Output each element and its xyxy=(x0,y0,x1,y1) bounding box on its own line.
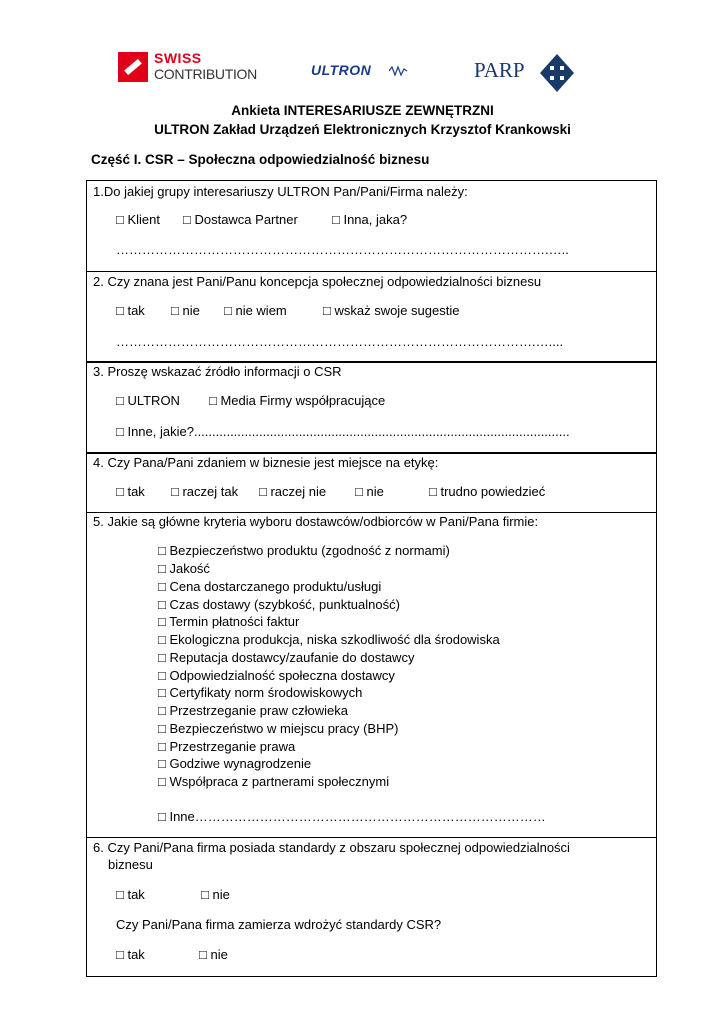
survey-title: Ankieta INTERESARIUSZE ZEWNĘTRZNI xyxy=(231,103,494,118)
q1-option-klient[interactable]: □ Klient xyxy=(116,212,160,227)
question-5-text: 5. Jakie są główne kryteria wyboru dostawców/odbiorców w Pani/Pana firmie: xyxy=(93,514,539,529)
q5-option[interactable]: □ Reputacja dostawcy/zaufanie do dostawcy xyxy=(158,650,415,665)
q2-option-sugestie[interactable]: □ wskaż swoje sugestie xyxy=(323,303,460,318)
q5-option[interactable]: □ Ekologiczna produkcja, niska szkodliwość dla środowiska xyxy=(158,632,500,647)
swiss-logo-line2: CONTRIBUTION xyxy=(154,66,257,82)
q6-sub-option-tak[interactable]: □ tak xyxy=(116,947,145,962)
q6-option-nie[interactable]: □ nie xyxy=(201,887,230,902)
swiss-square-icon xyxy=(118,52,148,82)
q4-option-trudno[interactable]: □ trudno powiedzieć xyxy=(429,484,546,499)
q5-option[interactable]: □ Jakość xyxy=(158,561,210,576)
q6-sub-option-nie[interactable]: □ nie xyxy=(199,947,228,962)
q5-option[interactable]: □ Bezpieczeństwo w miejscu pracy (BHP) xyxy=(158,721,399,736)
ultron-logo xyxy=(311,62,411,82)
question-6-text: 6. Czy Pani/Pana firma posiada standardy z obszaru społecznej odpowiedzialności xyxy=(93,840,570,855)
q5-option[interactable]: □ Cena dostarczanego produktu/usługi xyxy=(158,579,382,594)
q5-option[interactable]: □ Certyfikaty norm środowiskowych xyxy=(158,685,363,700)
question-6-text-cont: biznesu xyxy=(108,857,153,872)
q5-option[interactable]: □ Współpraca z partnerami społecznymi xyxy=(158,774,390,789)
q5-option[interactable]: □ Odpowiedzialność społeczna dostawcy xyxy=(158,668,395,683)
swiss-contribution-logo xyxy=(118,52,260,84)
company-title: ULTRON Zakład Urządzeń Elektronicznych Krzysztof Krankowski xyxy=(154,122,571,137)
q3-option-ultron[interactable]: □ ULTRON xyxy=(116,393,180,408)
q5-option[interactable]: □ Przestrzeganie prawa xyxy=(158,739,296,754)
part-title: Część I. CSR – Społeczna odpowiedzialność biznesu xyxy=(91,152,430,167)
q4-option-raczej-nie[interactable]: □ raczej nie xyxy=(259,484,327,499)
q6-sub-question: Czy Pani/Pana firma zamierza wdrożyć standardy CSR? xyxy=(116,917,442,932)
ultron-logo-text: ULTRON xyxy=(311,62,372,78)
q5-option[interactable]: □ Termin płatności faktur xyxy=(158,614,300,629)
logo-bar xyxy=(0,40,725,100)
question-4-text: 4. Czy Pana/Pani zdaniem w biznesie jest miejsce na etykę: xyxy=(93,455,439,470)
question-2-text: 2. Czy znana jest Pani/Panu koncepcja społecznej odpowiedzialności biznesu xyxy=(93,274,542,289)
q4-option-raczej-tak[interactable]: □ raczej tak xyxy=(171,484,239,499)
q2-option-nie[interactable]: □ nie xyxy=(171,303,200,318)
q5-option[interactable]: □ Godziwe wynagrodzenie xyxy=(158,756,312,771)
q5-option[interactable]: □ Przestrzeganie praw człowieka xyxy=(158,703,348,718)
question-3-text: 3. Proszę wskazać źródło informacji o CSR xyxy=(93,364,342,379)
q5-option-other[interactable]: □ Inne……………………………………………………………………… xyxy=(158,809,546,824)
parp-logo xyxy=(474,50,574,94)
q5-option[interactable]: □ Bezpieczeństwo produktu (zgodność z normami) xyxy=(158,543,450,558)
q1-option-inna[interactable]: □ Inna, jaka? xyxy=(332,212,408,227)
q1-option-dostawca[interactable]: □ Dostawca Partner xyxy=(183,212,298,227)
q1-answer-line[interactable]: ……………………………………………………………………………………….….. xyxy=(116,242,569,257)
q3-option-inne[interactable]: □ Inne, jakie?........................................................................................................ xyxy=(116,424,570,439)
q2-option-nie-wiem[interactable]: □ nie wiem xyxy=(224,303,287,318)
question-1-text: 1.Do jakiej grupy interesariuszy ULTRON Pan/Pani/Firma należy: xyxy=(93,184,468,199)
wave-icon xyxy=(389,65,409,77)
q2-answer-line[interactable]: …………………………………………………………………………………….….... xyxy=(116,334,564,349)
swiss-logo-line1: SWISS xyxy=(154,50,202,66)
parp-logo-text: PARP xyxy=(474,58,525,82)
q3-option-media[interactable]: □ Media Firmy współpracujące xyxy=(209,393,386,408)
q4-option-nie[interactable]: □ nie xyxy=(355,484,384,499)
q4-option-tak[interactable]: □ tak xyxy=(116,484,145,499)
q6-option-tak[interactable]: □ tak xyxy=(116,887,145,902)
q5-option[interactable]: □ Czas dostawy (szybkość, punktualność) xyxy=(158,597,400,612)
parp-diamond-icon xyxy=(540,54,574,92)
question-6-box xyxy=(86,837,657,977)
q2-option-tak[interactable]: □ tak xyxy=(116,303,145,318)
